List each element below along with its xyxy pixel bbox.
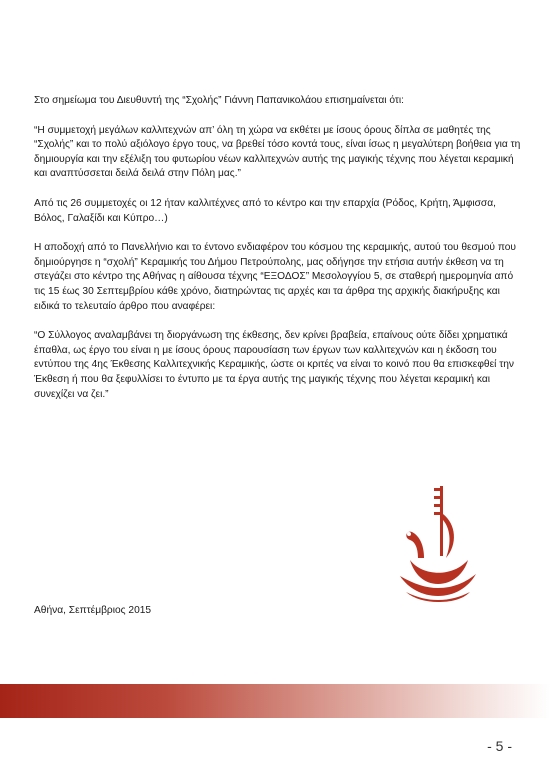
participants-paragraph: Από τις 26 συμμετοχές οι 12 ήταν καλλιτέχνες από το κέντρο και την επαρχία (Ρόδος, Κρήτη, Άμφισσα, Βόλος, Γαλαξίδι και Κύπρο…) [34,197,496,224]
footer-gradient-band [0,684,550,718]
director-quote-paragraph: “Η συμμετοχή μεγάλων καλλιτεχνών απ’ όλη τη χώρα να εκθέτει με ίσους όρους δίπλα σε μαθητές της “Σχολής” και το πολύ αξιόλογο έργο τους, να βρεθεί τόσο κοντά τους, είναι ίσως η μεγαλύτερη βοήθεια για τη δημιουργία και την εξέλιξη του φυτωρίου νέων καλλιτεχνών αυτής της μαγικής τέχνης που λέγεται κεραμική και αναπτύσσεται δειλά δειλά στην Πόλη μας.” [34,124,521,180]
ship-emblem-icon [396,480,480,602]
document-body [34,94,524,417]
article-quote-paragraph: “Ο Σύλλογος αναλαμβάνει τη διοργάνωση της έκθεσης, δεν κρίνει βραβεία, επαίνους ούτε δίδει χρηματικά έπαθλα, ως έργο του είναι η με ίσους όρους παρουσίαση των έργων των καλλιτεχνών και η έκδοση του εντύπου της 4ης Έκθεσης Καλλιτεχνικής Κεραμικής, ώστε οι κριτές να είναι το κοινό που θα επισκεφθεί την Έκθεση ή που θα ξεφυλλίσει το έντυπο με τα έργα αυτής της μαγικής τέχνης που λέγεται κεραμική και συνεχίζει να ζει.” [34,330,515,400]
signoff-place-date: Αθήνα, Σεπτέμβριος 2015 [34,605,152,616]
intro-paragraph: Στο σημείωμα του Διευθυντή της “Σχολής” Γιάννη Παπανικολάου επισημαίνεται ότι: [34,95,405,106]
page-number: - 5 - [487,738,512,754]
reception-paragraph: Η αποδοχή από το Πανελλήνιο και το έντονο ενδιαφέρον του κόσμου της κεραμικής, αυτού του θεσμού που δημιούργησε η “σχολή” Κεραμικής του Δήμου Πετρούπολης, μας οδήγησε την ετήσια αυτήν έκθεση να τη στεγάζει στο κέντρο της Αθήνας η αίθουσα τέχνης “ΕΞΟΔΟΣ” Μεσολογγίου 5, σε σταθερή ημερομηνία από τις 15 έως 30 Σεπτεμβρίου κάθε χρόνο, διατηρώντας τις αρχές και τα άρθρα της αρχικής διακήρυξης και ειδικά το τελευταίο άρθρο που αναφέρει: [34,242,516,312]
